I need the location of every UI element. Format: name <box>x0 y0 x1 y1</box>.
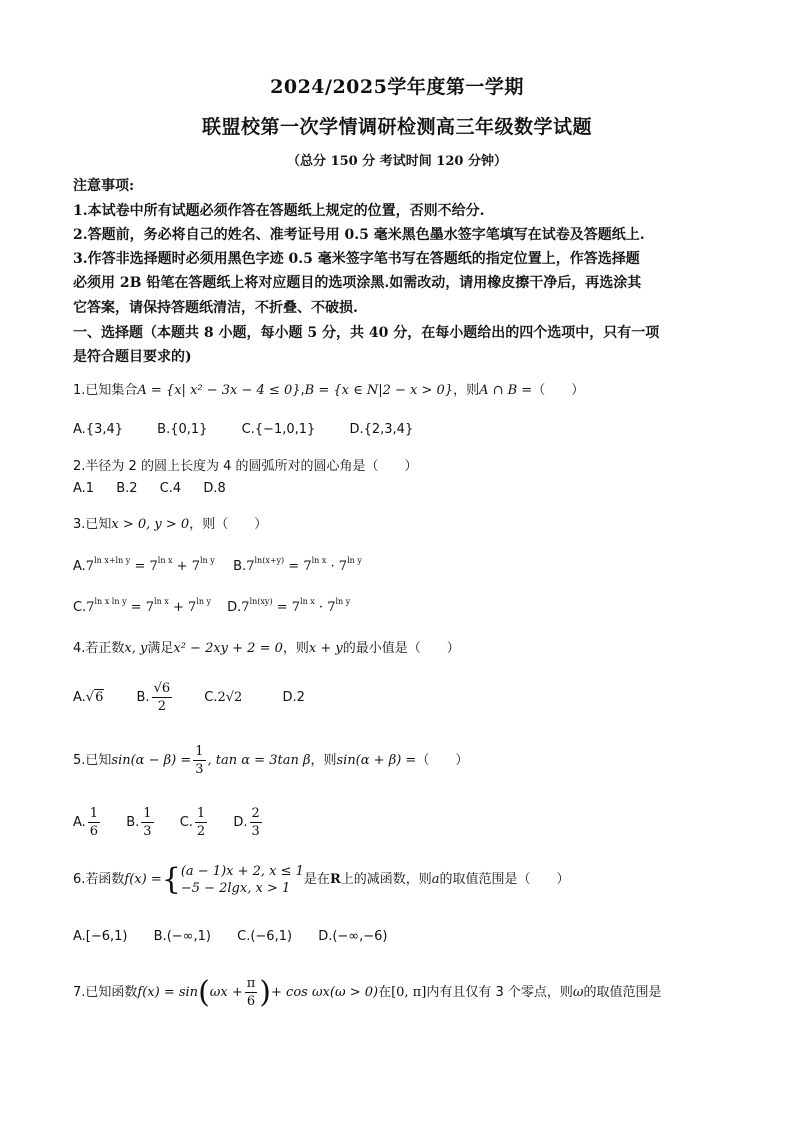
q3-tail: ，则（ ） <box>189 517 268 532</box>
q5-frac-num: 1 <box>195 744 204 759</box>
question-6-options <box>73 929 410 944</box>
question-1-options <box>73 422 443 437</box>
q5-option-c-fraction <box>195 805 207 840</box>
q3-b-base-3: 7 <box>338 559 348 574</box>
q7-pi-num: π <box>246 976 256 991</box>
q3-a-base-3: 7 <box>191 559 200 574</box>
q7-mid: 在 <box>378 985 392 1000</box>
q6-case-2: −5 − 2lgx, x > 1 <box>180 880 291 896</box>
q5-option-b-num: 1 <box>143 806 152 821</box>
q5-option-d[interactable] <box>233 805 263 840</box>
q3-b-base-2: 7 <box>303 559 312 574</box>
q4-option-d[interactable]: D.2 <box>282 690 305 705</box>
q3-prefix: 3.已知 <box>73 517 112 532</box>
q7-func: f(x) = sin <box>137 985 199 1000</box>
q3-a-exp-2: ln x <box>157 556 173 565</box>
notice-heading: 注意事项: <box>73 178 135 194</box>
q6-brace: { <box>161 862 181 897</box>
q1-tail: ，则 <box>453 383 480 398</box>
q7-paren-close: ) <box>259 975 272 1010</box>
q5-expr-1: sin(α − β) = <box>111 753 192 768</box>
q5-tail: ，则 <box>310 753 337 768</box>
q1-answer-paren: （ ） <box>532 383 585 398</box>
q3-a-base-2: 7 <box>149 559 158 574</box>
q4-option-a-radicand: 6 <box>95 690 104 705</box>
q3-option-d[interactable]: $D.7^{ln(xy)} = 7^{ln x} \cdot 7^{ln y}$ <box>227 597 351 615</box>
q1-set-a: A = {x| x² − 3x − 4 ≤ 0} <box>137 383 301 398</box>
q5-answer-paren: （ ） <box>416 753 469 768</box>
q6-option-c[interactable]: C.(−6,1) <box>237 929 293 944</box>
q3-condition: x > 0, y > 0 <box>111 517 190 532</box>
q3-a-base-1: 7 <box>85 559 95 574</box>
q3-c-exp-3: ln y <box>196 597 212 606</box>
q5-option-a-fraction <box>88 805 100 840</box>
notice-item-3-line-1: 3.作答非选择题时必须用黑色字迹 0.5 毫米签字笔书写在答题纸的指定位置上，作答选择题 <box>73 251 640 267</box>
q6-func: f(x) = <box>124 872 162 887</box>
q6-case-1: (a − 1)x + 2, x ≤ 1 <box>180 863 304 879</box>
q6-option-a[interactable]: A.[−6,1) <box>73 929 128 944</box>
section-heading-line-1: 一、选择题（本题共 8 小题，每小题 5 分，共 40 分，在每小题给出的四个选项中，只有一项 <box>73 325 660 341</box>
q1-comma: , <box>300 383 305 398</box>
q6-piecewise <box>181 863 304 897</box>
q3-b-exp-2: ln x <box>311 556 327 565</box>
q5-option-b-label: B. <box>126 815 140 830</box>
question-3-stem <box>73 513 267 532</box>
question-1-stem <box>73 379 584 398</box>
q7-inner: ωx + <box>209 985 243 1000</box>
q1-expr: A ∩ B = <box>479 383 533 398</box>
notice-item-3-line-2: 必须用 2B 铅笔在答题纸上将对应题目的选项涂黑.如需改动，请用橡皮擦干净后，再选涂其 <box>73 275 642 291</box>
question-2-stem: 2.半径为 2 的圆上长度为 4 的圆弧所对的圆心角是（ ） <box>73 459 418 474</box>
q5-option-d-label: D. <box>233 815 248 830</box>
q3-b-base-1: 7 <box>246 559 255 574</box>
q4-option-c-value: 2√2 <box>217 690 243 705</box>
q5-fraction <box>193 743 205 778</box>
q5-option-c-label: C. <box>179 815 193 830</box>
q7-pi-den: 6 <box>246 994 256 1009</box>
q7-tail-1: 内有且仅有 3 个零点，则 <box>426 985 573 1000</box>
q4-vars: x, y <box>124 641 148 656</box>
q6-mid: 是在 <box>303 872 330 887</box>
notice-item-3-line-3: 它答案，请保持答题纸清洁，不折叠、不破损. <box>73 300 358 316</box>
q3-c-exp-2: ln x <box>154 597 169 606</box>
q3-option-c-label: C. <box>73 600 87 615</box>
q5-expr-2: , tan α = 3tan β <box>207 753 311 768</box>
q1-option-b[interactable]: B.{0,1} <box>157 422 208 437</box>
notice-item-2: 2.答题前，务必将自己的姓名、准考证号用 0.5 毫米黑色墨水签字笔填写在试卷及答题纸上. <box>73 227 645 243</box>
q2-option-b[interactable]: B.2 <box>116 481 138 496</box>
q1-set-b: B = {x ∈ N|2 − x > 0} <box>304 383 454 398</box>
q4-option-b-fraction <box>152 680 173 715</box>
q3-d-base-1: 7 <box>241 600 250 615</box>
q4-option-c-label: C. <box>204 690 218 705</box>
question-3-options-row-1 <box>73 556 362 574</box>
q5-option-c[interactable] <box>180 805 210 840</box>
q1-prefix: 1.已知集合 <box>73 383 138 398</box>
notice-item-1: 1.本试卷中所有试题必须作答在答题纸上规定的位置，否则不给分. <box>73 203 485 219</box>
q3-option-b-label: B. <box>233 559 247 574</box>
q3-b-exp-3: ln y <box>347 556 362 565</box>
q3-c-base-3: 7 <box>187 600 197 615</box>
section-heading-line-2: 是符合题目要求的) <box>73 349 192 365</box>
q3-a-exp-3: ln y <box>200 556 215 565</box>
q2-option-d[interactable]: D.8 <box>203 481 226 496</box>
q4-option-c[interactable] <box>204 690 242 705</box>
question-4-options <box>73 680 305 715</box>
q4-option-b-label: B. <box>136 690 150 705</box>
q1-option-d[interactable]: D.{2,3,4} <box>349 422 414 437</box>
q4-tail-1: ，则 <box>282 641 309 656</box>
q3-d-base-2: 7 <box>291 600 301 615</box>
q4-option-a-label: A. <box>73 690 86 705</box>
q3-d-exp-1: ln(xy) <box>249 597 273 606</box>
q7-tail-2: 的取值范围是 <box>583 985 662 1000</box>
exam-subtitle: （总分 150 分 考试时间 120 分钟） <box>287 154 507 169</box>
q7-interval: [0, π] <box>391 985 427 1000</box>
question-6-stem <box>73 862 570 897</box>
q3-d-base-3: 7 <box>327 600 336 615</box>
q2-option-a[interactable]: A.1 <box>73 481 95 496</box>
q6-prefix: 6.若函数 <box>73 872 125 887</box>
q3-option-a-label: A. <box>73 559 86 574</box>
q5-option-a-label: A. <box>73 815 86 830</box>
q4-option-a[interactable]: A.√6 <box>73 690 104 705</box>
q5-option-d-num: 2 <box>251 806 260 821</box>
question-4-stem <box>73 637 460 656</box>
q4-option-b-num: √6 <box>153 681 171 696</box>
q5-frac-den: 3 <box>195 762 204 777</box>
q3-a-exp-1: ln x+ln y <box>94 556 131 565</box>
q5-option-b[interactable] <box>126 805 155 840</box>
q4-tail-2: 的最小值是（ ） <box>342 641 460 656</box>
q3-c-base-1: 7 <box>86 600 95 615</box>
q5-option-c-den: 2 <box>196 824 206 839</box>
q4-mid: 满足 <box>147 641 174 656</box>
q7-paren-open: ( <box>198 975 210 1010</box>
q4-target: x + y <box>308 641 343 656</box>
q6-tail-1: 上的减函数，则 <box>340 872 432 887</box>
q6-set: R <box>329 872 341 887</box>
q3-d-exp-3: ln y <box>335 597 351 606</box>
q3-option-a[interactable]: $A.7^{ln x+ln y} = 7^{ln x} + 7^{ln y}$ <box>73 556 215 574</box>
q5-option-b-fraction <box>141 805 153 840</box>
q6-option-b[interactable]: B.(−∞,1) <box>153 929 211 944</box>
q7-pi-fraction <box>245 975 258 1010</box>
q6-param: a <box>431 872 440 887</box>
q3-c-base-2: 7 <box>145 600 155 615</box>
q5-option-d-fraction <box>250 805 262 840</box>
q1-option-c[interactable]: C.{−1,0,1} <box>241 422 316 437</box>
question-5-stem <box>73 743 468 778</box>
question-5-options <box>73 805 264 840</box>
q5-option-a-den: 6 <box>89 824 99 839</box>
exam-title: 联盟校第一次学情调研检测高三年级数学试题 <box>201 116 592 138</box>
q3-option-d-label: D. <box>227 600 242 615</box>
q1-option-a[interactable]: A.{3,4} <box>73 422 124 437</box>
q5-option-a-num: 1 <box>89 806 99 821</box>
q4-option-b[interactable] <box>137 680 175 715</box>
question-7-stem <box>73 975 661 1010</box>
q5-prefix: 5.已知 <box>73 753 112 768</box>
q7-prefix: 7.已知函数 <box>73 985 138 1000</box>
q4-option-b-den: 2 <box>157 699 166 714</box>
q3-option-b[interactable]: $B.7^{ln(x+y)} = 7^{ln x} \cdot 7^{ln y}$ <box>233 556 362 574</box>
q5-option-a[interactable] <box>73 805 102 840</box>
q5-option-b-den: 3 <box>143 824 152 839</box>
q3-d-exp-2: ln x <box>300 597 315 606</box>
q3-option-c[interactable]: $C.7^{ln x ln y} = 7^{ln x} + 7^{ln y}$ <box>73 597 212 615</box>
question-2-options <box>73 481 244 496</box>
q2-option-c[interactable]: C.4 <box>159 481 182 496</box>
exam-title-year: 2024/2025学年度第一学期 <box>270 76 524 98</box>
q3-c-exp-1: ln x ln y <box>94 597 127 606</box>
q7-param: ω <box>572 985 584 1000</box>
q6-option-d[interactable]: D.(−∞,−6) <box>318 929 388 944</box>
q4-equation: x² − 2xy + 2 = 0 <box>173 641 283 656</box>
q5-option-c-num: 1 <box>196 806 206 821</box>
q6-tail-2: 的取值范围是（ ） <box>439 872 570 887</box>
q3-b-exp-1: ln(x+y) <box>254 556 285 565</box>
q5-expr-3: sin(α + β) = <box>336 753 417 768</box>
q5-option-d-den: 3 <box>251 824 260 839</box>
q7-rest: + cos ωx(ω > 0) <box>271 985 379 1000</box>
q4-prefix: 4.若正数 <box>73 641 125 656</box>
question-3-options-row-2 <box>73 597 350 615</box>
